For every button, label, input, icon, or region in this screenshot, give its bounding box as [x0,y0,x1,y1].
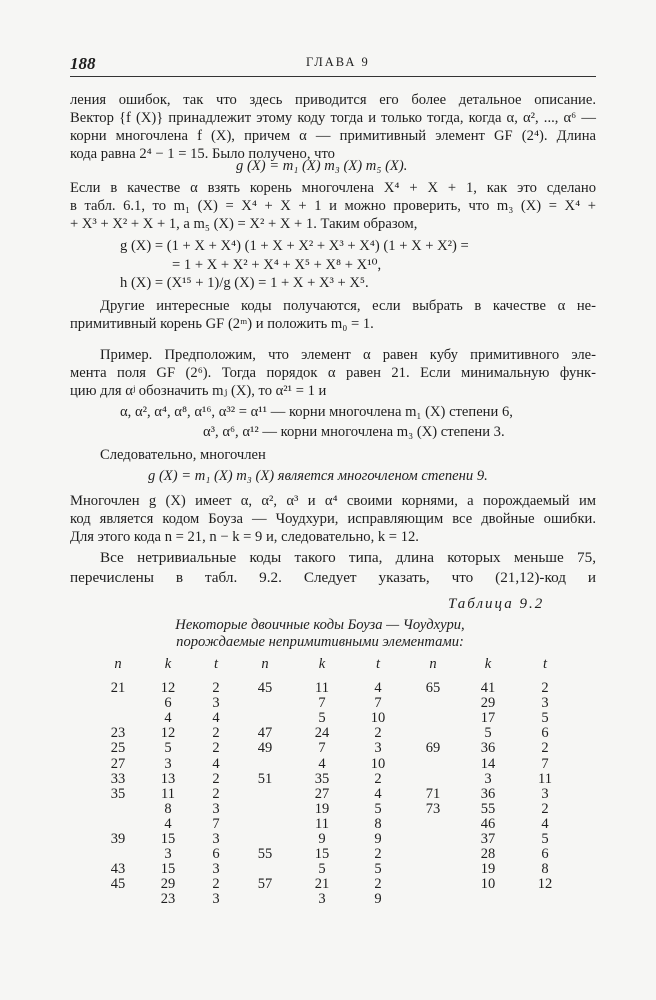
table-cell: 4 [374,680,382,696]
table-cell: 2 [541,800,549,817]
table-cell: 2 [212,876,220,893]
table-cell: 2 [212,680,220,696]
equation: α, α², α⁴, α⁸, α¹⁶, α³² = α¹¹ — корни многочлена m₁ (X) степени 6, [120,404,513,420]
table-label: Таблица 9.2 [448,596,545,612]
equation: g (X) = m₁ (X) m₃ (X) является многочленом степени 9. [148,468,488,484]
table-header: n [429,656,437,672]
table-header: t [375,656,381,672]
equation: g (X) = (1 + X + X⁴) (1 + X + X² + X³ + X⁴) (1 + X + X²) = [120,238,469,254]
table-cell: 3 [164,755,172,772]
page-number: 188 [70,54,96,73]
table-header: n [261,656,269,672]
table-cell: 10 [370,755,386,772]
table-cell: 3 [318,891,326,908]
table-cell: 65 [425,680,441,696]
table-cell: 5 [318,861,326,878]
table-cell: 21 [110,680,126,696]
table-cell: 5 [164,740,172,757]
table-cell: 8 [374,815,382,832]
table-cell: 39 [110,831,126,847]
table-cell: 41 [480,680,496,696]
table-cell: 3 [212,891,220,908]
table-cell: 3 [164,846,172,863]
table-cell: 9 [374,891,382,908]
table-cell: 57 [257,876,273,893]
equation: g (X) = m₁ (X) m₃ (X) m₅ (X). [236,158,408,174]
table-cell: 6 [541,846,549,863]
table-cell: 4 [212,755,220,772]
table-cell: 5 [541,710,549,727]
table-cell: 29 [480,695,496,712]
text-line: Если в качестве α взять корень многочлена X⁴ + X + 1, как это сделано [70,180,596,196]
table-cell: 28 [480,846,496,863]
table-cell: 4 [164,815,172,832]
table-cell: 19 [314,800,330,817]
text-line: Все нетривиальные коды такого типа, длина которых меньше 75, [100,549,596,566]
table-cell: 2 [374,876,382,893]
table-cell: 15 [314,846,330,863]
text-line: Следовательно, многочлен [100,447,266,463]
table-header: k [318,656,326,672]
table-cell: 69 [425,740,441,757]
table-cell: 3 [374,740,382,757]
table-cell: 25 [110,740,126,757]
table-cell: 5 [374,861,382,878]
table-cell: 21 [314,876,330,893]
table-cell: 13 [160,770,176,787]
table-header: t [542,656,548,672]
text-line: ления ошибок, так что здесь приводится его более детальное описание. [70,92,596,108]
table-cell: 3 [212,831,220,847]
table-cell: 6 [212,846,220,863]
table-cell: 4 [164,710,172,727]
table-cell: 45 [257,680,273,696]
table-caption: Некоторые двоичные коды Боуза — Чоудхури, [175,617,465,633]
equation: = 1 + X + X² + X⁴ + X⁵ + X⁸ + X¹⁰, [172,257,382,273]
table-cell: 3 [541,785,549,802]
table-cell: 2 [541,680,549,696]
table-cell: 11 [315,680,329,696]
table-cell: 7 [318,695,326,712]
table-cell: 5 [318,710,326,727]
equation: α³, α⁶, α¹² — корни многочлена m₃ (X) степени 3. [203,424,505,440]
text-line: цию для αʲ обозначить mⱼ (X), то α²¹ = 1 и [70,383,327,399]
table-cell: 11 [161,785,175,802]
text-line: Многочлен g (X) имеет α, α², α³ и α⁴ своими корнями, а порождаемый им [70,493,596,509]
table-cell: 7 [541,755,549,772]
table-cell: 17 [480,710,496,727]
table-cell: 2 [374,725,382,742]
table-cell: 27 [314,785,330,802]
table-cell: 19 [480,861,496,878]
table-cell: 3 [212,695,220,712]
table-cell: 23 [160,891,176,908]
table-cell: 2 [212,740,220,757]
table-cell: 37 [480,831,496,847]
table-cell: 11 [315,815,329,832]
table-header: k [484,656,492,672]
text-line: Другие интересные коды получаются, если выбрать в качестве α не- [100,298,596,314]
table-cell: 49 [257,740,273,757]
text-line: кода равна 2⁴ − 1 = 15. Было получено, что [70,146,335,162]
table-cell: 71 [425,785,441,802]
table-cell: 36 [480,785,496,802]
text-line: Пример. Предположим, что элемент α равен кубу примитивного эле- [100,347,596,363]
table-cell: 2 [541,740,549,757]
table-caption: порождаемые непримитивными элементами: [176,634,464,650]
table-cell: 3 [541,695,549,712]
chapter-title: ГЛАВА 9 [306,55,370,69]
table-cell: 4 [212,710,220,727]
text-line: в табл. 6.1, то m₁ (X) = X⁴ + X + 1 и можно проверить, что m₃ (X) = X⁴ + [70,198,596,214]
table-cell: 2 [212,785,220,802]
text-line: мента поля GF (2⁶). Тогда порядок α равен 21. Если минимальную функ- [70,365,596,381]
table-cell: 15 [160,861,176,878]
table-cell: 4 [374,785,382,802]
page-header [70,54,596,77]
table-cell: 7 [374,695,382,712]
table-cell: 9 [374,831,382,847]
table-cell: 10 [480,876,496,893]
table-cell: 6 [541,725,549,742]
table-cell: 5 [374,800,382,817]
table-cell: 8 [541,861,549,878]
text-line: + X³ + X² + X + 1, а m₅ (X) = X² + X + 1. Таким образом, [70,216,418,232]
table-cell: 4 [318,755,326,772]
table-cell: 23 [110,725,126,742]
table-cell: 3 [212,861,220,878]
table-cell: 12 [160,680,176,696]
table-cell: 2 [212,770,220,787]
table-cell: 8 [164,800,172,817]
table-cell: 24 [314,725,330,742]
table-cell: 46 [480,815,496,832]
table-cell: 7 [318,740,326,757]
text-line: примитивный корень GF (2ᵐ) и положить m₀ = 1. [70,316,374,332]
table-header: k [164,656,172,672]
table-cell: 14 [480,755,496,772]
equation: h (X) = (X¹⁵ + 1)/g (X) = 1 + X + X³ + X⁵. [120,275,369,291]
table-cell: 33 [110,770,126,787]
table-cell: 45 [110,876,126,893]
table-cell: 6 [164,695,172,712]
table-cell: 29 [160,876,176,893]
table-cell: 43 [110,861,126,878]
table-cell: 12 [160,725,176,742]
text-line: код является кодом Боуза — Чоудхури, исправляющим все двойные ошибки. [70,511,596,527]
table-cell: 27 [110,755,126,772]
table-cell: 5 [484,725,492,742]
table-cell: 3 [212,800,220,817]
table-cell: 2 [212,725,220,742]
text-line: перечислены в табл. 9.2. Следует указать, что (21,12)-код и [70,569,596,586]
table-cell: 3 [484,770,492,787]
table-cell: 4 [541,815,549,832]
table-cell: 2 [374,846,382,863]
table-cell: 35 [110,785,126,802]
table-cell: 10 [370,710,386,727]
table-cell: 9 [318,831,326,847]
table-cell: 15 [160,831,176,847]
text-line: Для этого кода n = 21, n − k = 9 и, следовательно, k = 12. [70,529,419,545]
table-cell: 51 [257,770,273,787]
table-cell: 73 [425,800,441,817]
text-line: корни многочлена f (X), причем α — примитивный элемент GF (2⁴). Длина [70,128,596,144]
table-cell: 35 [314,770,330,787]
table-cell: 5 [541,831,549,847]
table-cell: 2 [374,770,382,787]
table-cell: 47 [257,725,273,742]
table-cell: 55 [480,800,496,817]
table-cell: 12 [537,876,553,893]
table-cell: 7 [212,815,220,832]
table-cell: 11 [538,770,552,787]
table-cell: 55 [257,846,273,863]
table-cell: 36 [480,740,496,757]
table-header: n [114,656,122,672]
table-header: t [213,656,219,672]
text-line: Вектор {f (X)} принадлежит этому коду тогда и только тогда, когда α, α², ..., α⁶ — [70,110,596,126]
